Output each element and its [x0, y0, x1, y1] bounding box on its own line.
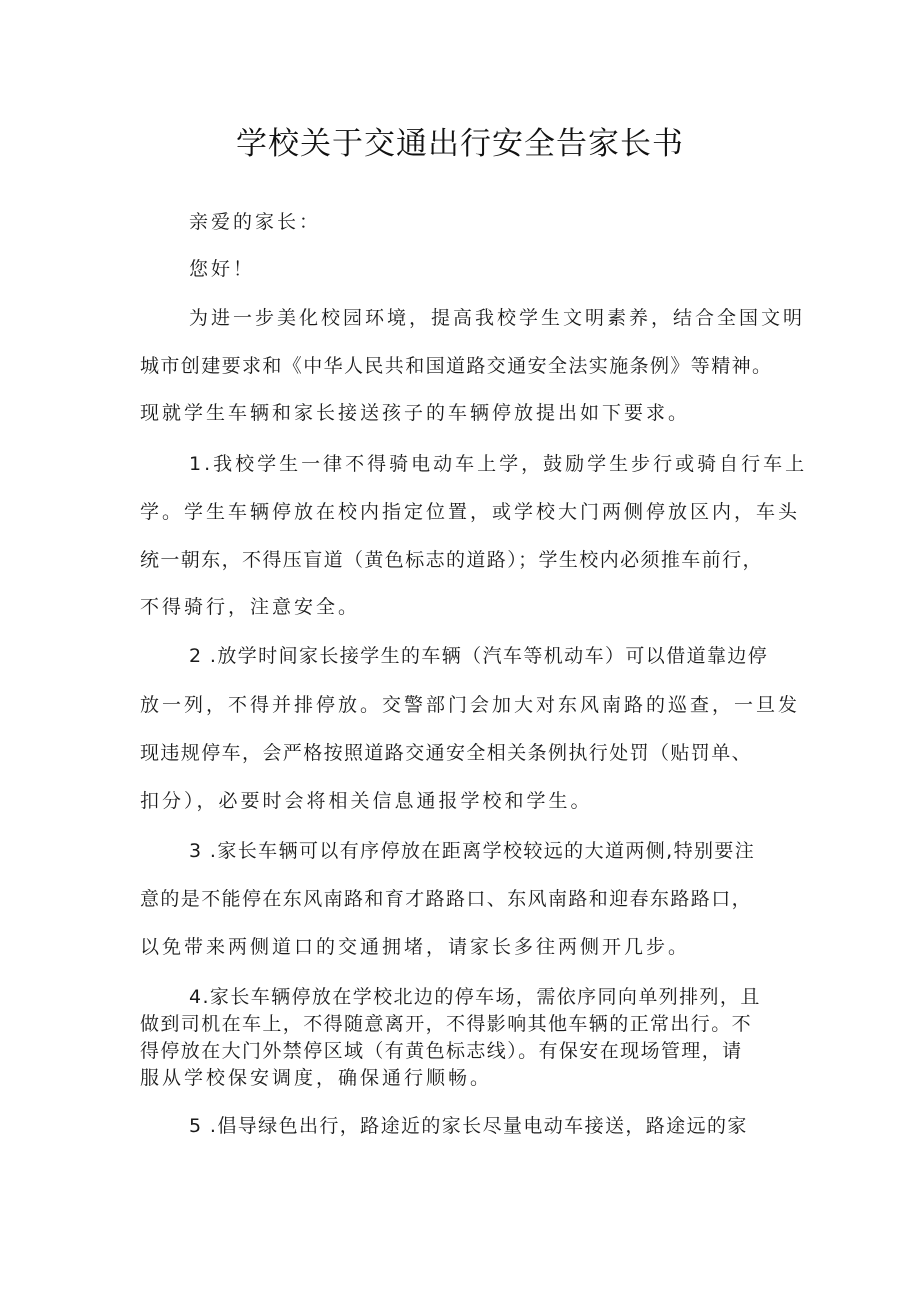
- paragraph-line: 现违规停车，会严格按照道路交通安全相关条例执行处罚（贴罚单、: [140, 742, 753, 764]
- paragraph-line: 为进一步美化校园环境，提高我校学生文明素养，结合全国文明: [189, 307, 806, 329]
- paragraph-line: 现就学生车辆和家长接送孩子的车辆停放提出如下要求。: [140, 402, 691, 424]
- paragraph-line: 4.家长车辆停放在学校北边的停车场，需依序同向单列排列，且: [189, 986, 761, 1008]
- paragraph-line: 2 .放学时间家长接学生的车辆（汽车等机动车）可以借道靠边停: [189, 645, 769, 667]
- salutation: 亲爱的家长：: [189, 211, 322, 233]
- paragraph-line: 扣分），必要时会将相关信息通报学校和学生。: [140, 790, 593, 812]
- document-title: 学校关于交通出行安全告家长书: [236, 126, 684, 162]
- paragraph-line: 城市创建要求和《中华人民共和国道路交通安全法实施条例》等精神。: [140, 355, 773, 377]
- paragraph-line: 1.我校学生一律不得骑电动车上学，鼓励学生步行或骑自行车上: [189, 453, 808, 475]
- paragraph-line: 放一列，不得并排停放。交警部门会加大对东风南路的巡查，一旦发: [140, 694, 801, 716]
- paragraph-line: 3 .家长车辆可以有序停放在距离学校较远的大道两侧,特别要注: [189, 840, 756, 862]
- paragraph-line: 学。学生车辆停放在校内指定位置，或学校大门两侧停放区内，车头: [140, 501, 801, 523]
- paragraph-line: 服从学校保安调度，确保通行顺畅。: [140, 1067, 493, 1089]
- paragraph-line: 做到司机在车上，不得随意离开，不得影响其他车辆的正常出行。不: [140, 1013, 753, 1035]
- paragraph-line: 不得骑行，注意安全。: [140, 596, 361, 618]
- paragraph-line: 以免带来两侧道口的交通拥堵，请家长多往两侧开几步。: [140, 936, 691, 958]
- paragraph-line: 5 .倡导绿色出行，路途近的家长尽量电动车接送，路途远的家: [189, 1115, 748, 1137]
- paragraph-line: 统一朝东，不得压盲道（黄色标志的道路）；学生校内必须推车前行，: [140, 549, 763, 571]
- paragraph-line: 得停放在大门外禁停区域（有黄色标志线）。有保安在现场管理，请: [140, 1040, 743, 1062]
- paragraph-line: 意的是不能停在东风南路和育才路路口、东风南路和迎春东路路口，: [140, 888, 753, 910]
- greeting: 您好！: [189, 258, 256, 280]
